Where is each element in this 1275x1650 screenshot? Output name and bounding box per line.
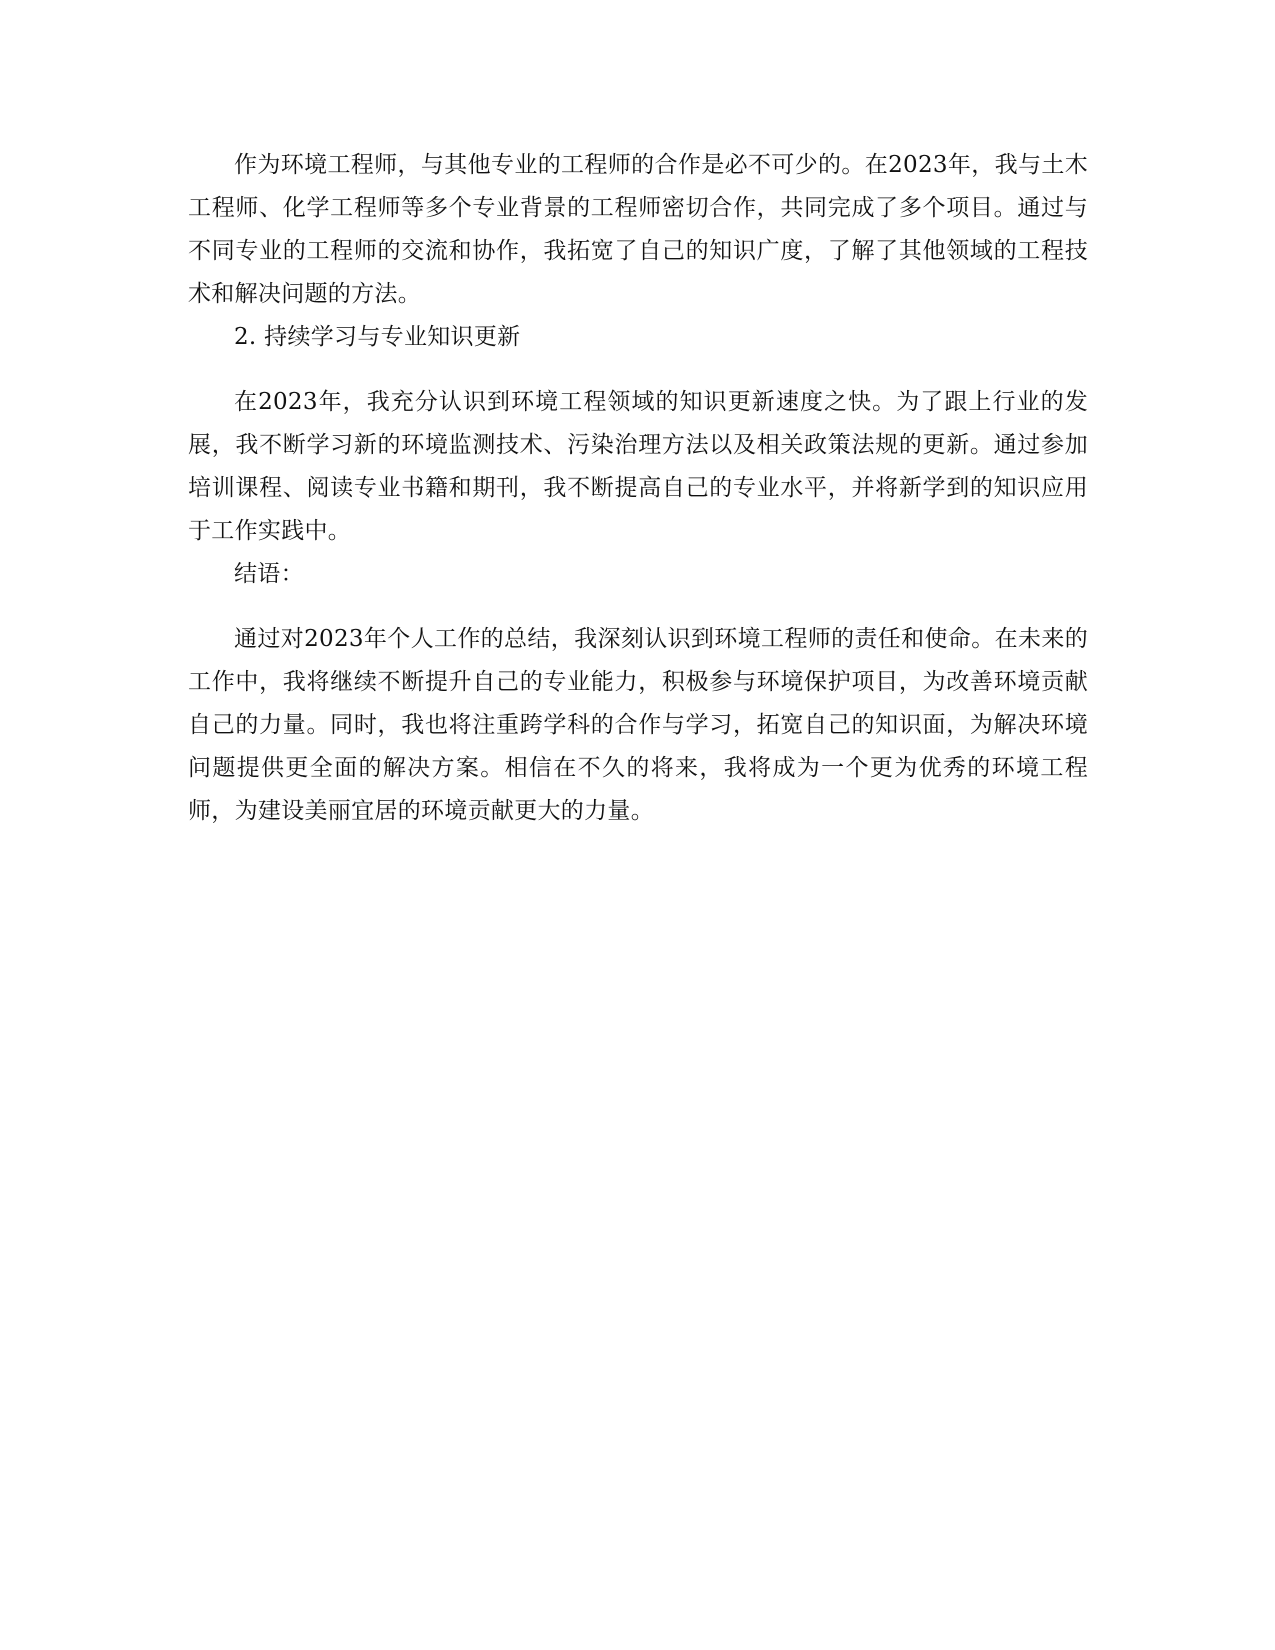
section-heading-conclusion: 结语： (234, 561, 304, 587)
section-heading-continuous-learning: 2. 持续学习与专业知识更新 (234, 324, 521, 350)
paragraph-conclusion: 通过对2023年个人工作的总结，我深刻认识到环境工程师的责任和使命。在未来的工作中，我将继续不断提升自己的专业能力，积极参与环境保护项目，为改善环境贡献自己的力量。同时，我也将注重跨学科的合作与学习，拓宽自己的知识面，为解决环境问题提供更全面的解决方案。相信在不久的将来，我将成为一个更为优秀的环境工程师，为建设美丽宜居的环境贡献更大的力量。 (188, 626, 1088, 824)
paragraph-collaboration: 作为环境工程师，与其他专业的工程师的合作是必不可少的。在2023年，我与土木工程师、化学工程师等多个专业背景的工程师密切合作，共同完成了多个项目。通过与不同专业的工程师的交流和协作，我拓宽了自己的知识广度，了解了其他领域的工程技术和解决问题的方法。 (188, 152, 1088, 307)
paragraph-learning: 在2023年，我充分认识到环境工程领域的知识更新速度之快。为了跟上行业的发展，我不断学习新的环境监测技术、污染治理方法以及相关政策法规的更新。通过参加培训课程、阅读专业书籍和期刊，我不断提高自己的专业水平，并将新学到的知识应用于工作实践中。 (188, 389, 1088, 544)
document-body (188, 144, 1088, 833)
